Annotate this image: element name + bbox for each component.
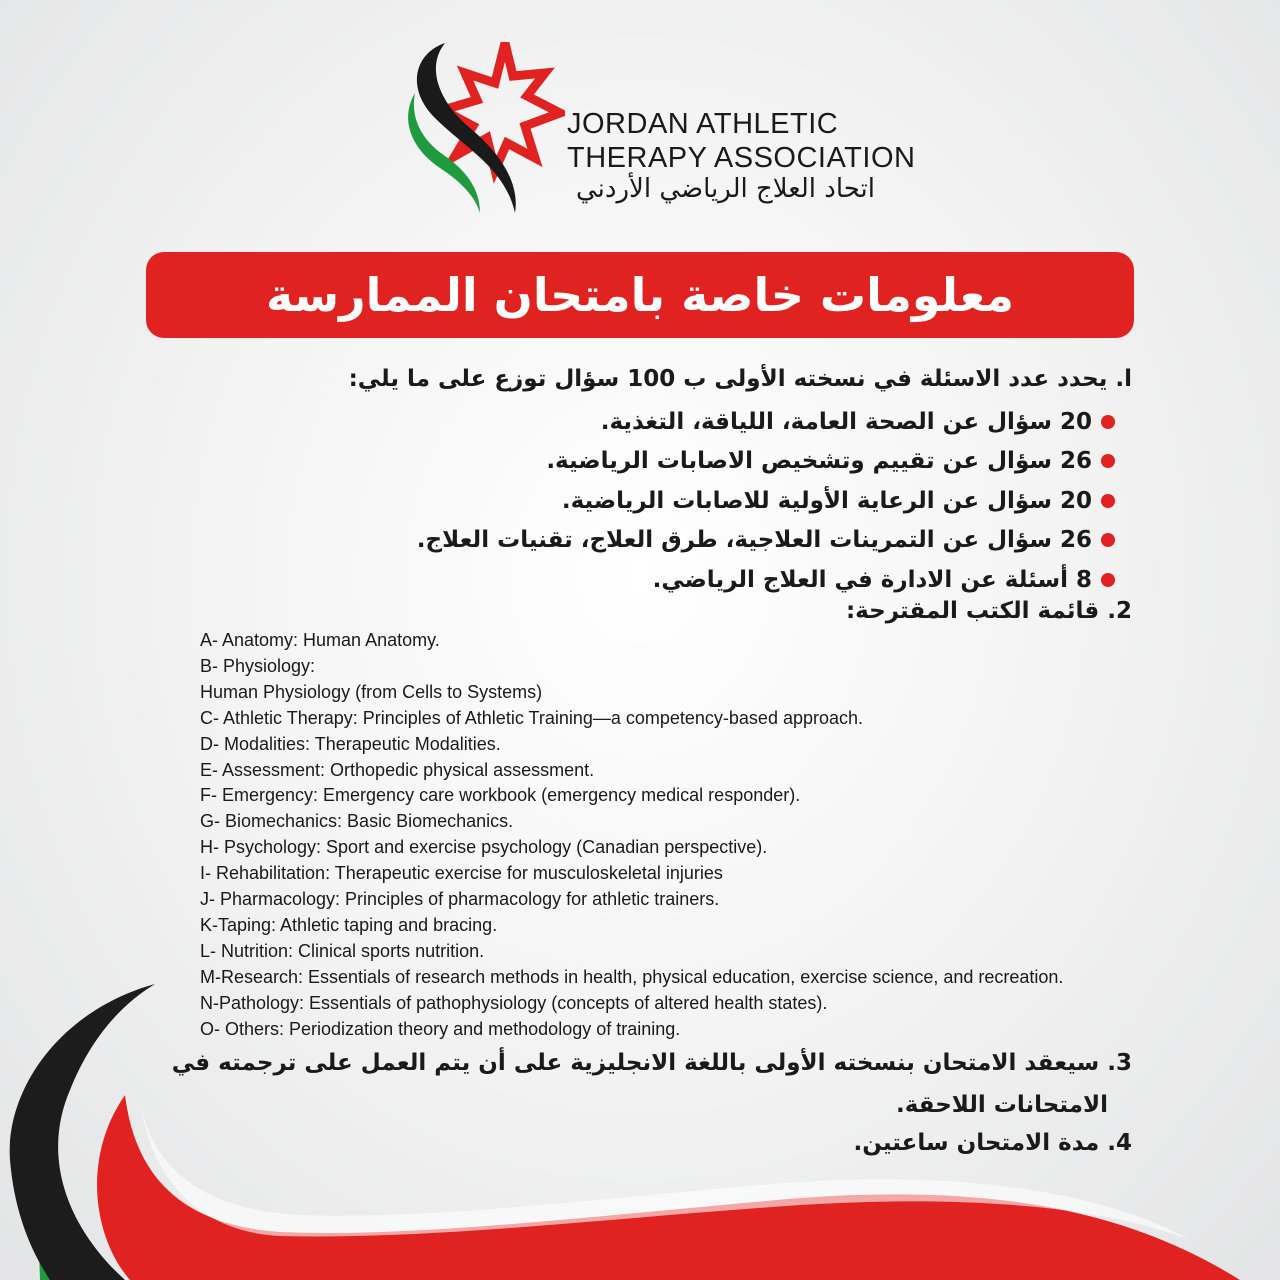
red-bullet-icon <box>1101 533 1115 547</box>
logo-arabic-name: اتحاد العلاج الرياضي الأردني <box>575 174 875 204</box>
book-item: I- Rehabilitation: Therapeutic exercise for musculoskeletal injuries <box>200 863 723 884</box>
book-item: B- Physiology: <box>200 655 316 676</box>
list-item <box>315 481 1115 521</box>
list-item-text: 20 سؤال عن الرعاية الأولية للاصابات الرياضية. <box>561 487 1092 514</box>
logo-name-line1: JORDAN ATHLETIC <box>567 108 839 140</box>
section-2-text: 2. قائمة الكتب المقترحة: <box>845 598 1132 624</box>
book-item: C- Athletic Therapy: Principles of Athletic Training—a competency-based approach. <box>200 707 864 728</box>
book-item: K-Taping: Athletic taping and bracing. <box>200 914 498 935</box>
book-item: J- Pharmacology: Principles of pharmacology for athletic trainers. <box>200 889 720 910</box>
section-4-text: 4. مدة الامتحان ساعتين. <box>853 1130 1132 1156</box>
association-logo <box>395 38 916 223</box>
section-3-line2: الامتحانات اللاحقة. <box>895 1092 1108 1118</box>
red-star <box>443 43 560 170</box>
title-banner <box>146 252 1134 338</box>
list-item <box>315 560 1115 600</box>
red-bullet-icon <box>1101 573 1115 587</box>
list-item-text: 8 أسئلة عن الادارة في العلاج الرياضي. <box>652 566 1092 593</box>
list-item-text: 26 سؤال عن تقييم وتشخيص الاصابات الرياضية. <box>546 448 1092 475</box>
red-bullet-icon <box>1101 494 1115 508</box>
book-item: E- Assessment: Orthopedic physical assessment. <box>200 759 595 780</box>
logo-emblem-icon <box>395 38 565 218</box>
book-item: M-Research: Essentials of research methods in health, physical education, exercise science, and recreation. <box>200 966 1064 987</box>
red-bullet-icon <box>1101 415 1115 429</box>
book-item: O- Others: Periodization theory and methodology of training. <box>200 1018 681 1039</box>
list-item-text: 26 سؤال عن التمرينات العلاجية، طرق العلاج، تقنيات العلاج. <box>416 527 1092 554</box>
red-wave <box>97 1095 1240 1280</box>
book-item: F- Emergency: Emergency care workbook (emergency medical responder). <box>200 785 801 806</box>
list-item <box>315 521 1115 561</box>
question-distribution-list <box>315 402 1115 600</box>
section-1-text: ا. يحدد عدد الاسئلة في نسخته الأولى ب 100 سؤال توزع على ما يلي: <box>348 366 1132 392</box>
section-3-line1: 3. سيعقد الامتحان بنسخته الأولى باللغة الانجليزية على أن يتم العمل على ترجمته في <box>171 1050 1132 1076</box>
list-item <box>315 402 1115 442</box>
book-item: L- Nutrition: Clinical sports nutrition. <box>200 940 485 961</box>
list-item-text: 20 سؤال عن الصحة العامة، اللياقة، التغذية. <box>600 408 1092 435</box>
book-item: A- Anatomy: Human Anatomy. <box>200 630 440 650</box>
page-title: معلومات خاصة بامتحان الممارسة <box>266 268 1014 322</box>
list-item <box>315 442 1115 482</box>
logo-name-line2: THERAPY ASSOCIATION <box>567 142 916 174</box>
book-item: H- Psychology: Sport and exercise psychology (Canadian perspective). <box>200 837 768 858</box>
book-item: Human Physiology (from Cells to Systems) <box>200 681 543 702</box>
book-item: G- Biomechanics: Basic Biomechanics. <box>200 811 514 832</box>
book-item: D- Modalities: Therapeutic Modalities. <box>200 733 501 754</box>
book-list <box>200 628 1160 1043</box>
book-item: N-Pathology: Essentials of pathophysiology (concepts of altered health states). <box>200 992 828 1013</box>
red-bullet-icon <box>1101 454 1115 468</box>
